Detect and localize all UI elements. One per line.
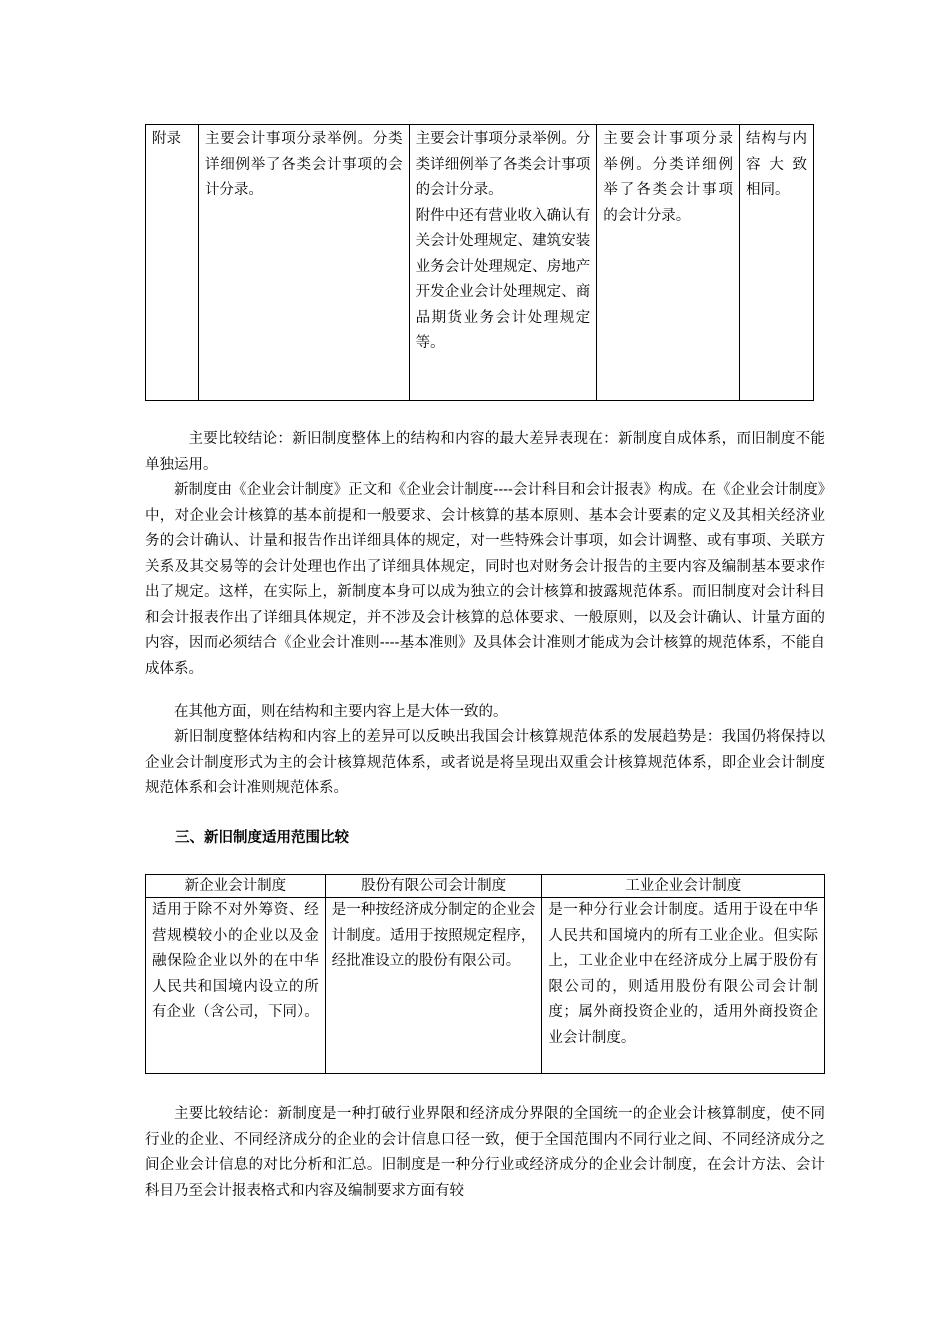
conclusion-paragraph: 主要比较结论：新旧制度整体上的结构和内容的最大差异表现在：新制度自成体系，而旧制度不能单独运用。 xyxy=(145,431,825,473)
column-header: 新企业会计制度 xyxy=(146,875,326,898)
cell-text: 主要会计事项分录举例。分类详细例举了各类会计事项的会计分录。 xyxy=(204,131,403,198)
scope-comparison-table xyxy=(145,874,825,1074)
row-label: 附录 xyxy=(146,125,199,401)
cell-text: 主要会计事项分录举例。分类详细例举了各类会计事项的会计分录。 xyxy=(603,131,734,224)
table-cell: 是一种分行业会计制度。适用于设在中华人民共和国境内的所有工业企业。但实际上，工业企业中在经济成分上属于股份有限公司的，则适用股份有限公司会计制度；属外商投资企业的，适用外商投资企业会计制度。 xyxy=(542,898,825,1074)
body-paragraph: 新制度由《企业会计制度》正文和《企业会计制度----会计科目和会计报表》构成。在《企业会计制度》中，对企业会计核算的基本前提和一般要求、会计核算的基本原则、基本会计要素的定义及其相关经济业务的会计确认、计量和报告作出详细具体的规定，对一些特殊会计事项，如会计调整、或有事项、关联方关系及其交易等的会计处理也作出了详细具体规定，同时也对财务会计报告的主要内容及编制基本要求作出了规定。这样，在实际上，新制度本身可以成为独立的会计核算和披露规范体系。而旧制度对会计科目和会计报表作出了详细具体规定，并不涉及会计核算的总体要求、一般原则，以及会计确认、计量方面的内容，因而必须结合《企业会计准则----基本准则》及具体会计准则才能成为会计核算的规范体系，不能自成体系。 xyxy=(145,482,825,677)
table-cell: 是一种按经济成分制定的企业会计制度。适用于按照规定程序，经批准设立的股份有限公司。 xyxy=(325,898,542,1074)
table-row xyxy=(146,898,825,1074)
table-row xyxy=(146,125,814,401)
cell-text: 主要会计事项分录举例。分类详细例举了各类会计事项的会计分录。 xyxy=(415,131,591,198)
body-paragraph: 新旧制度整体结构和内容上的差异可以反映出我国会计核算规范体系的发展趋势是：我国仍将保持以企业会计制度形式为主的会计核算规范体系，或者说是将呈现出双重会计核算规范体系，即企业会计制度规范体系和会计准则规范体系。 xyxy=(145,729,825,796)
table-cell: 适用于除不对外筹资、经营规模较小的企业以及金融保险企业以外的在中华人民共和国境内设立的所有企业（含公司，下同）。 xyxy=(146,898,326,1074)
new-system-cell xyxy=(198,125,409,401)
industrial-cell xyxy=(597,125,740,401)
column-header: 股份有限公司会计制度 xyxy=(325,875,542,898)
table-header-row xyxy=(146,875,825,898)
column-header: 工业企业会计制度 xyxy=(542,875,825,898)
cell-text-appendix: 附件中还有营业收入确认有关会计处理规定、建筑安装业务会计处理规定、房地产开发企业会计处理规定、商品期货业务会计处理规定等。 xyxy=(415,207,591,351)
cell-text: 结构与内容大致 相同。 xyxy=(746,131,822,198)
body-paragraph: 在其他方面，则在结构和主要内容上是大体一致的。 xyxy=(174,704,508,720)
section-heading: 三、新旧制度适用范围比较 xyxy=(175,830,349,846)
share-company-cell xyxy=(409,125,597,401)
conclusion-paragraph: 主要比较结论：新制度是一种打破行业界限和经济成分界限的全国统一的企业会计核算制度，使不同行业的企业、不同经济成分的企业的会计信息口径一致，便于全国范围内不同行业之间、不同经济成分之间企业会计信息的对比分析和汇总。旧制度是一种分行业或经济成分的企业会计制度，在会计方法、会计科目乃至会计报表格式和内容及编制要求方面有较 xyxy=(145,1106,825,1199)
appendix-comparison-table xyxy=(145,124,822,401)
comparison-cell xyxy=(740,125,822,401)
